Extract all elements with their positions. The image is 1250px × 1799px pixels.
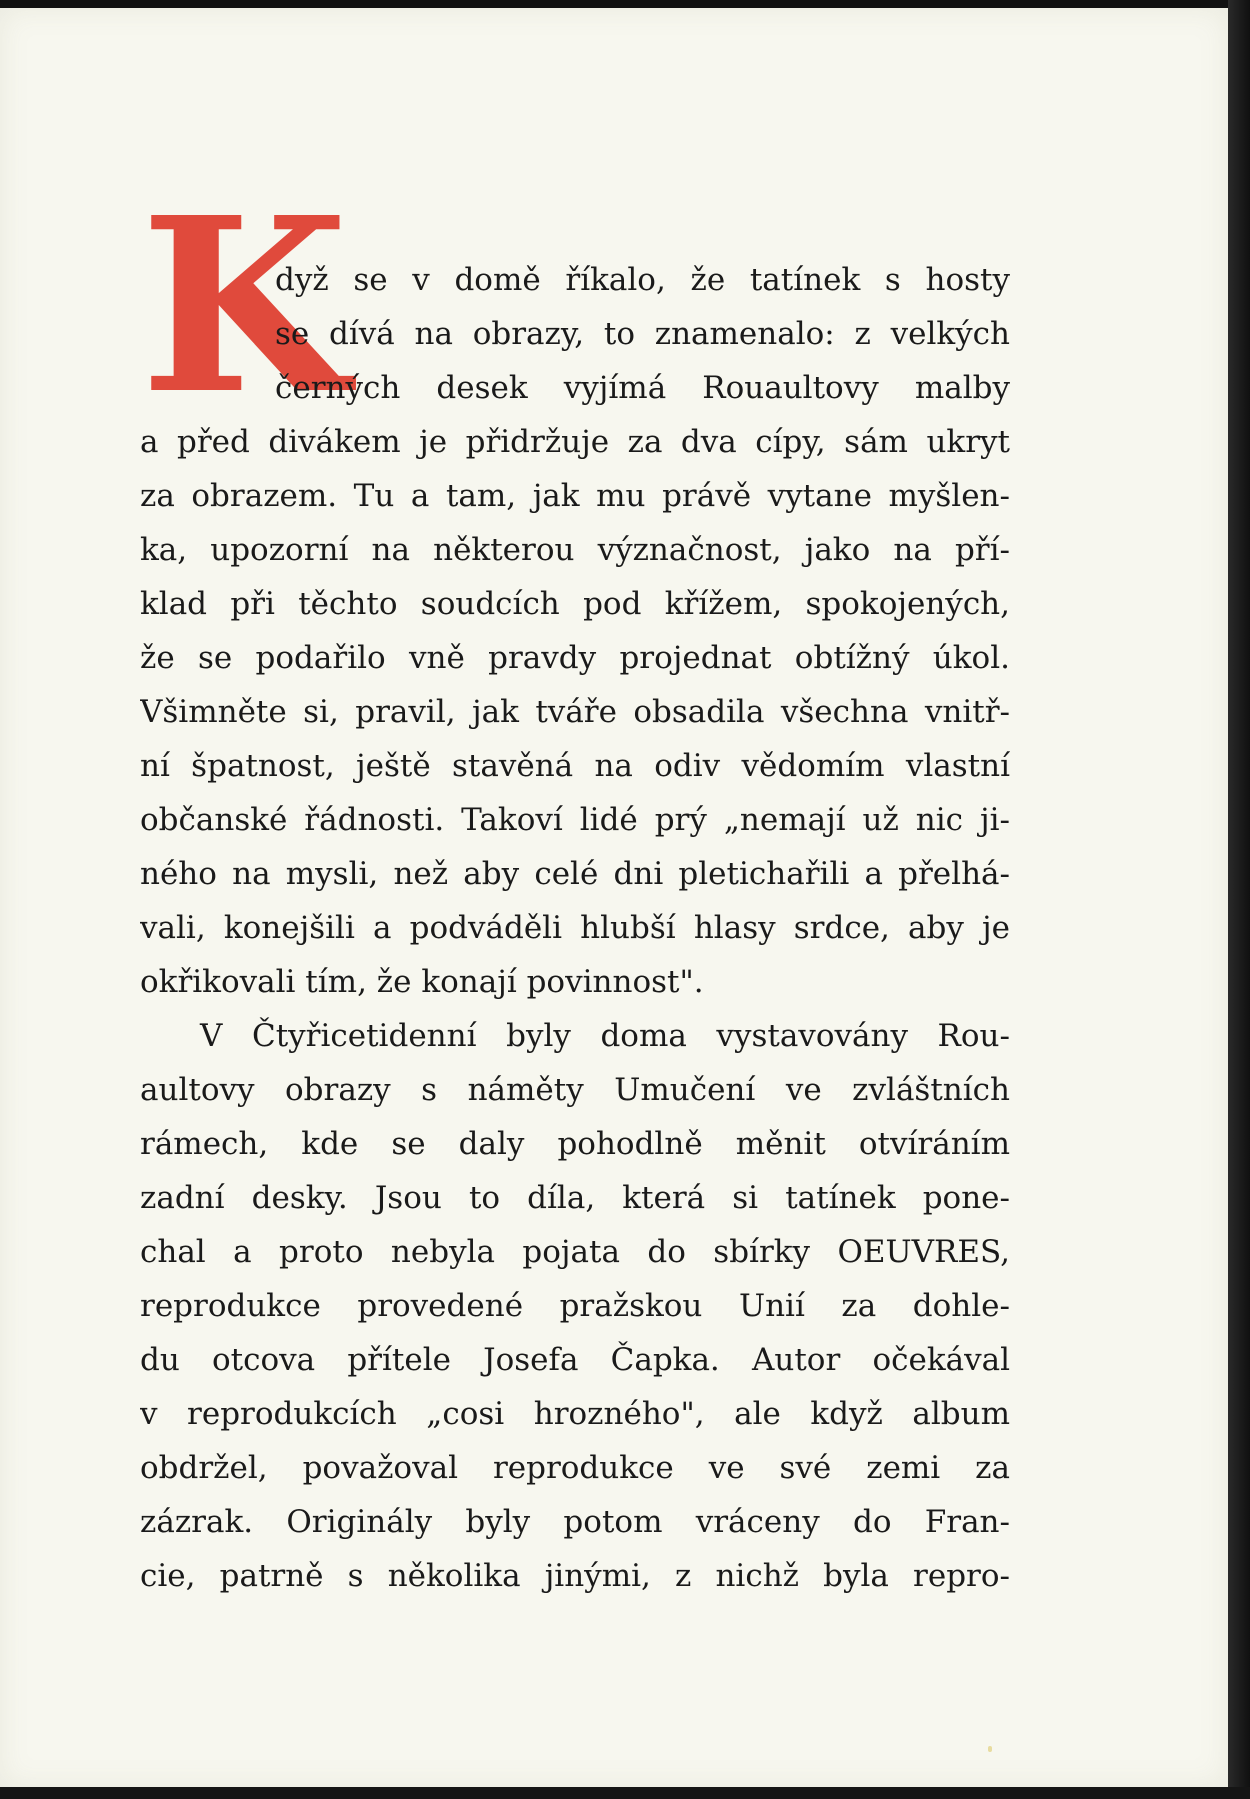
text-line: zázrak. Originály byly potom vráceny do Fran- (140, 1504, 1010, 1540)
text-line: du otcova přítele Josefa Čapka. Autor očekával (140, 1342, 1010, 1378)
text-line: aultovy obrazy s náměty Umučení ve zvláštních (140, 1072, 1010, 1108)
text-line: a před divákem je přidržuje za dva cípy, sám ukryt (140, 424, 1010, 460)
text-line: černých desek vyjímá Rouaultovy malby (275, 370, 1010, 406)
scan-edge-right (1228, 0, 1250, 1799)
text-line: V Čtyřicetidenní byly doma vystavovány Rou- (200, 1018, 1010, 1054)
text-line: okřikovali tím, že konají povinnost". (140, 964, 704, 1000)
text-line: zadní desky. Jsou to díla, která si tatínek pone- (140, 1180, 1010, 1216)
text-line: za obrazem. Tu a tam, jak mu právě vytane myšlen- (140, 478, 1010, 514)
text-line: chal a proto nebyla pojata do sbírky OEUVRES, (140, 1234, 1010, 1270)
text-line: v reprodukcích „cosi hrozného", ale když album (140, 1396, 1010, 1432)
body-text (140, 253, 1010, 1603)
scan-edge-bottom (0, 1787, 1250, 1799)
text-line: ného na mysli, než aby celé dni pletichařili a přelhá- (140, 856, 1010, 892)
text-line: vali, konejšili a podváděli hlubší hlasy srdce, aby je (140, 910, 1010, 946)
scan-edge-top (0, 0, 1250, 8)
text-line: ka, upozorní na některou význačnost, jako na pří- (140, 532, 1010, 568)
drop-cap-initial: K (140, 165, 345, 447)
text-line: obdržel, považoval reprodukce ve své zemi za (140, 1450, 1010, 1486)
book-page (0, 8, 1228, 1787)
text-line: rámech, kde se daly pohodlně měnit otvíráním (140, 1126, 1010, 1162)
text-line: ní špatnost, ještě stavěná na odiv vědomím vlastní (140, 748, 1010, 784)
paper-speck (988, 1746, 992, 1752)
text-line: občanské řádnosti. Takoví lidé prý „nemají už nic ji- (140, 802, 1010, 838)
text-line: se dívá na obrazy, to znamenalo: z velkých (275, 316, 1010, 352)
text-line: dyž se v domě říkalo, že tatínek s hosty (275, 262, 1010, 298)
text-line: reprodukce provedené pražskou Unií za dohle- (140, 1288, 1010, 1324)
text-line: cie, patrně s několika jinými, z nichž byla repro- (140, 1558, 1010, 1594)
text-line: Všimněte si, pravil, jak tváře obsadila všechna vnitř- (140, 694, 1010, 730)
text-line: že se podařilo vně pravdy projednat obtížný úkol. (140, 640, 1010, 676)
text-line: klad při těchto soudcích pod křížem, spokojených, (140, 586, 1010, 622)
